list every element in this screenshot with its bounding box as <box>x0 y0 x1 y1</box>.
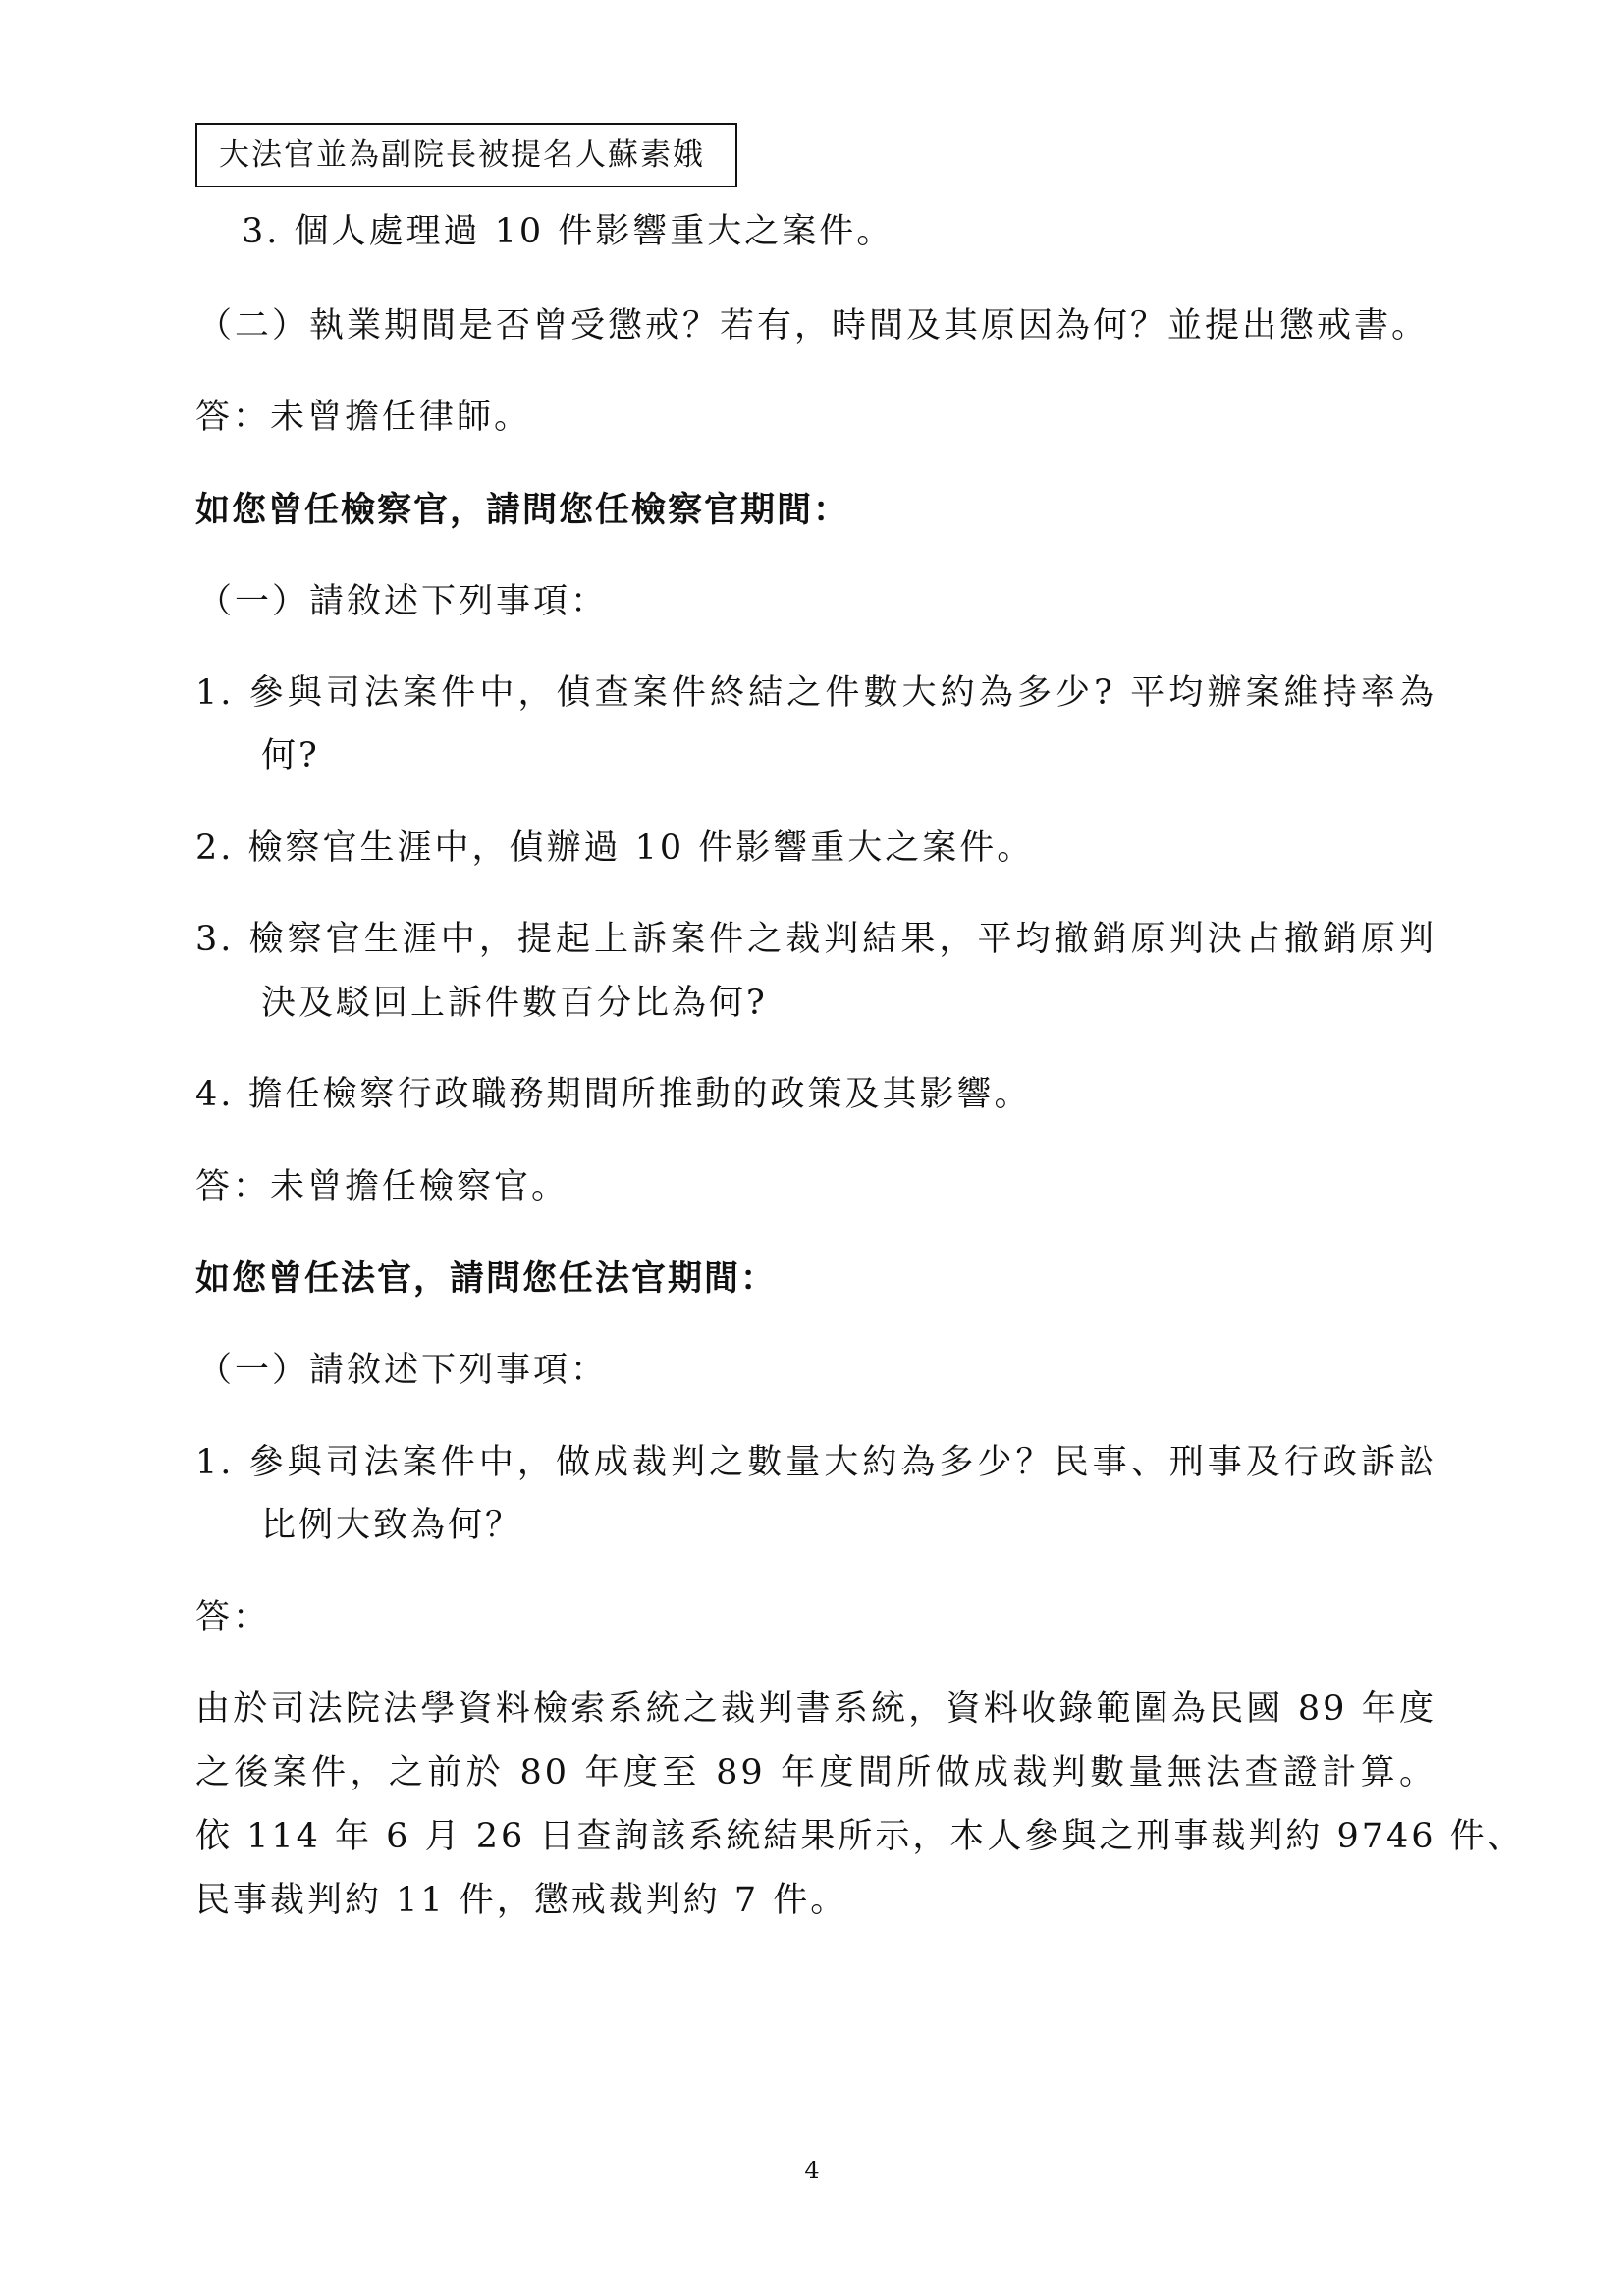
answer-paragraph-line-3: 依 114 年 6 月 26 日查詢該系統結果所示，本人參與之刑事裁判約 9746 件、 <box>195 1817 1525 1856</box>
answer-label-judge: 答： <box>195 1598 271 1637</box>
answer-paragraph-line-2: 之後案件，之前於 80 年度至 89 年度間所做成裁判數量無法查證計算。 <box>195 1753 1436 1792</box>
answer-paragraph-line-1: 由於司法院法學資料檢索系統之裁判書系統，資料收錄範圍為民國 89 年度 <box>195 1689 1436 1729</box>
subheading-prosecutor-items: （一）請敘述下列事項： <box>197 582 609 621</box>
prosecutor-item-3-cont: 決及駁回上訴件數百分比為何? <box>261 984 768 1023</box>
prosecutor-item-2: 2. 檢察官生涯中，偵辦過 10 件影響重大之案件。 <box>195 828 1035 868</box>
section-heading-prosecutor: 如您曾任檢察官，請問您任檢察官期間： <box>195 491 850 530</box>
nominee-header-box: 大法官並為副院長被提名人蘇素娥 <box>195 123 737 187</box>
item-3-major-cases: 3. 個人處理過 10 件影響重大之案件。 <box>242 212 894 251</box>
prosecutor-item-1: 1. 參與司法案件中，偵查案件終結之件數大約為多少? 平均辦案維持率為 <box>195 673 1436 713</box>
question-disciplinary: （二）執業期間是否曾受懲戒？若有，時間及其原因為何？並提出懲戒書。 <box>197 306 1430 346</box>
prosecutor-item-1-cont: 何? <box>261 736 320 775</box>
answer-paragraph-line-4: 民事裁判約 11 件，懲戒裁判約 7 件。 <box>195 1881 848 1920</box>
judge-item-1: 1. 參與司法案件中，做成裁判之數量大約為多少？民事、刑事及行政訴訟 <box>195 1443 1436 1482</box>
answer-lawyer: 答：未曾擔任律師。 <box>195 398 532 437</box>
section-heading-judge: 如您曾任法官，請問您任法官期間： <box>195 1259 778 1299</box>
judge-item-1-cont: 比例大致為何？ <box>261 1506 523 1545</box>
subheading-judge-items: （一）請敘述下列事項： <box>197 1351 609 1390</box>
page-number: 4 <box>804 2157 820 2184</box>
answer-prosecutor: 答：未曾擔任檢察官。 <box>195 1167 569 1206</box>
prosecutor-item-4: 4. 擔任檢察行政職務期間所推動的政策及其影響。 <box>195 1075 1032 1114</box>
prosecutor-item-3: 3. 檢察官生涯中，提起上訴案件之裁判結果，平均撤銷原判決占撤銷原判 <box>195 920 1436 959</box>
